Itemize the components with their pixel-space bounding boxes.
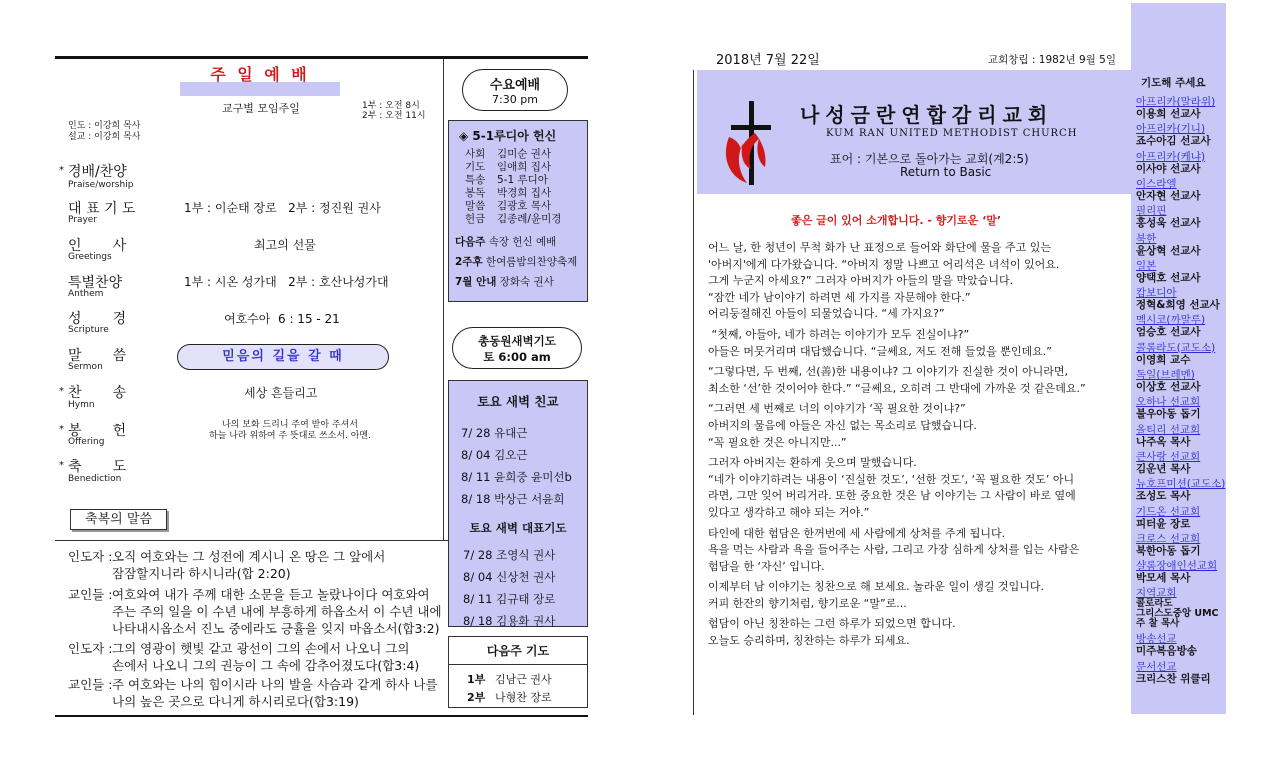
next-week-event: 다음주 속장 헌신 예배	[455, 236, 557, 248]
church-name-en: KUM RAN UNITED METHODIST CHURCH	[826, 128, 1078, 139]
fellowship-row: 8/ 04 김오근	[461, 448, 528, 462]
missionary-name: 김운년 목사	[1136, 462, 1191, 475]
wednesday-title: 수요예배	[489, 78, 541, 93]
blessing-title: 축복의 말씀	[70, 509, 167, 530]
mission-item	[1136, 287, 1220, 311]
order-label: 경배/찬양	[68, 164, 127, 180]
mission-row: 특송 5-1 루디아	[465, 174, 548, 186]
mission-item	[1136, 396, 1201, 420]
mission-region: 크로스 선교회	[1136, 532, 1201, 545]
bullet: *	[59, 424, 64, 435]
church-motto-en: Return to Basic	[900, 165, 992, 179]
order-label: 인 사	[68, 238, 127, 254]
service-title: 주 일 예 배	[210, 65, 310, 84]
mission-region: 멕시코(까말루)	[1136, 314, 1206, 327]
mission-region: 오하나 선교회	[1136, 396, 1201, 409]
order-label: 축 도	[68, 459, 127, 475]
article-line: 험담이 아닌 칭찬하는 그런 하루가 되었으면 합니다.	[708, 617, 956, 631]
mission-item	[1136, 560, 1217, 584]
mission-item	[1136, 205, 1201, 229]
liturgy-text: 오직 여호와는 그 성전에 계시니 온 땅은 그 앞에서 잠잠할지니라 하시니라(합 2:20)	[112, 549, 386, 581]
missionary-name: 피터윤 장로	[1136, 517, 1191, 530]
church-name: 나성금란연합감리교회	[800, 103, 1054, 127]
cross-band-top	[1131, 3, 1226, 69]
leader: 인도 : 이강희 목사	[68, 121, 141, 131]
missionary-name: 양택호 선교사	[1136, 271, 1201, 284]
mission-item	[1136, 506, 1200, 530]
mission-item	[1136, 233, 1201, 257]
order-label: 특별찬양	[68, 275, 123, 291]
article-line: “꼭 필요한 것은 아니지만...”	[708, 435, 847, 449]
liturgy-text: 그의 영광이 햇빛 같고 광선이 그의 손에서 나오니 그의 손에서 나오니 그의 권능이 그 속에 감추어졌도다(합3:4)	[112, 641, 420, 673]
mission-region: 아프리카(기니)	[1136, 123, 1206, 136]
mission-region: 필리핀	[1136, 205, 1167, 218]
saturday-prayer-row: 8/ 04 신상천 권사	[463, 570, 556, 584]
article-line: 라면, 그만 잊어 버리거라. 또한 중요한 것은 남 이야기는 그 사람이 바로 옆에	[708, 489, 1076, 503]
article-line: “그렇다면, 두 번째, 선(善)한 내용이냐? 그 이야기가 진실한 것이 아니라면,	[708, 365, 1068, 379]
next-prayer-row: 1부 김남근 권사	[467, 673, 552, 686]
missionary-name: 북한아동 돕기	[1136, 544, 1201, 557]
service-time-2: 2부 : 오전 11시	[362, 111, 426, 121]
mission-item	[1136, 96, 1215, 120]
mission-region: 큰사랑 선교회	[1136, 450, 1201, 463]
article-line: '아버지'에게 다가왔습니다. “아버지 정말 나쁘고 어리석은 녀석이 있어요.	[708, 257, 1060, 271]
mission-region: 이스라엘	[1136, 177, 1177, 190]
order-content: 여호수아 6 : 15 - 21	[224, 312, 340, 326]
fellowship-title: 토요 새벽 친교	[477, 394, 559, 409]
missionary-name: 죠수아김 선교사	[1136, 135, 1211, 148]
order-label-en: Anthem	[68, 289, 104, 299]
article-line: “네가 이야기하려는 내용이 ‘진실한 것도’, ‘선한 것도’, ‘꼭 필요한 것도’ 아니	[708, 472, 1075, 486]
article-title: 좋은 글이 있어 소개합니다. - 향기로운 ‘말’	[791, 214, 1002, 227]
order-label: 찬 송	[68, 385, 127, 401]
order-label-en: Hymn	[68, 400, 95, 410]
missionary-name: 이상호 선교사	[1136, 381, 1201, 393]
mission-region: 문서선교	[1136, 660, 1177, 673]
saturday-prayer-row: 8/ 11 김규태 장로	[463, 592, 556, 606]
order-content: 1부 : 시온 성가대 2부 : 호산나성가대	[184, 275, 389, 289]
sermon-title: 믿음의 길을 갈 때	[177, 344, 389, 370]
mission-region: 독일(브레멘)	[1136, 369, 1195, 381]
mission-region: 방송선교	[1136, 633, 1177, 646]
mission-region: 콜롬라도(교도소)	[1136, 341, 1216, 354]
mission-region: 캄보디아	[1136, 287, 1177, 300]
dawn-prayer-time: 토 6:00 am	[483, 350, 551, 364]
order-label-en: Praise/worship	[68, 180, 134, 190]
missionary-name: 조성도 목사	[1136, 490, 1191, 503]
article-line: 어리둥절해진 아들이 되물었습니다. “세 가지요?”	[708, 307, 945, 321]
mission-region: 샬롬장애인선교회	[1136, 560, 1218, 573]
article-line: 어느 날, 한 청년이 무척 화가 난 표정으로 들어와 화단에 물을 주고 있는	[708, 241, 1051, 254]
fellowship-row: 7/ 28 유대근	[461, 426, 528, 440]
mission-item	[1136, 587, 1219, 629]
article-line: 타인에 대한 험담은 한꺼번에 세 사람에게 상처를 주게 됩니다.	[708, 526, 1006, 540]
mission-region: 지역교회	[1136, 587, 1177, 600]
missionary-name: 콜로라도 그리스도중앙 UMC 주 찰 목사	[1136, 598, 1219, 630]
article-line: 오늘도 승리하며, 칭찬하는 하루가 되세요.	[708, 634, 910, 648]
saturday-prayer-title: 토요 새벽 대표기도	[469, 521, 567, 535]
mission-item	[1136, 633, 1197, 657]
next-prayer-row: 2부 나형찬 장로	[467, 691, 552, 704]
order-content: 최고의 선물	[254, 238, 316, 252]
missionary-name: 정혁&희영 선교사	[1136, 299, 1220, 312]
july-guide: 7월 안내 장화숙 권사	[455, 276, 554, 288]
order-label: 성 경	[68, 311, 127, 327]
order-label-en: Greetings	[68, 252, 112, 262]
order-label: 말 씀	[68, 348, 127, 364]
mission-region: 아프리카(말라위)	[1136, 96, 1216, 108]
mission-item	[1136, 478, 1225, 502]
missionary-name: 미주복음방송	[1136, 645, 1197, 658]
bottom-rule	[55, 715, 588, 717]
article-body	[708, 240, 1118, 650]
mission-region: 올티리 선교회	[1136, 423, 1201, 436]
missionary-name: 나주옥 목사	[1136, 435, 1191, 448]
mission-row: 말씀 김광호 목사	[465, 200, 552, 212]
article-line: “잠깐 네가 남이야기 하려면 세 가지를 자문해야 한다.”	[708, 290, 971, 304]
bulletin-date: 2018년 7월 22일	[716, 53, 820, 68]
prayer-list-title: 기도해 주세요	[1141, 77, 1206, 89]
church-logo	[719, 97, 777, 189]
order-label-en: Sermon	[68, 362, 103, 372]
order-content: 1부 : 이순태 장로 2부 : 정진원 권사	[184, 201, 381, 215]
missionary-name: 박모세 목사	[1136, 572, 1191, 585]
mission-item	[1136, 123, 1211, 147]
liturgy-role: 인도자 :	[68, 641, 113, 656]
article-line: 험담을 한 ‘자신’ 입니다.	[708, 559, 825, 573]
order-label-en: Prayer	[68, 215, 98, 225]
article-line: “첫째, 아들아, 네가 하려는 이야기가 모두 진실이냐?”	[708, 327, 970, 341]
order-label-en: Scripture	[68, 325, 109, 335]
preacher: 설교 : 이강희 목사	[68, 132, 141, 142]
mission-region: 아프리카(케냐)	[1136, 150, 1206, 163]
mission-region: 북한	[1136, 232, 1157, 245]
mission-item	[1136, 151, 1205, 175]
two-week-event: 2주후 한여름밤의찬양축제	[455, 256, 578, 268]
column-divider	[443, 59, 444, 540]
saturday-prayer-row: 7/ 28 조영식 권사	[463, 548, 556, 562]
top-rule	[55, 56, 588, 59]
right-page-border	[693, 70, 694, 715]
mission-region: 일본	[1136, 259, 1157, 272]
article-line: 있다고 생각하고 해야 되는 거야.”	[708, 505, 870, 519]
missionary-name: 홍성욱 선교사	[1136, 217, 1201, 230]
mission-row: 봉독 박경희 집사	[465, 187, 552, 199]
mission-item	[1136, 424, 1200, 448]
mission-item	[1136, 260, 1201, 284]
saturday-box	[448, 380, 588, 627]
mission-item	[1136, 369, 1201, 393]
dawn-prayer-title: 총동원새벽기도	[478, 334, 556, 348]
mission-item	[1136, 451, 1200, 475]
article-line: “그러면 세 번째로 너의 이야기가 ‘꼭 필요한 것이냐?”	[708, 402, 966, 416]
dawn-prayer	[452, 327, 582, 369]
wednesday-service	[462, 69, 568, 111]
article-line: 그게 누군지 아세요?” 그러자 아버지가 아들의 말을 막았습니다.	[708, 274, 1014, 288]
article-line: 아들은 머뭇거리며 대답했습니다. “글쎄요, 저도 전해 들었을 뿐인데요.”	[708, 344, 1052, 358]
liturgy-role: 교인들 :	[68, 677, 113, 692]
article-line: 이제부터 남 이야기는 칭찬으로 해 보세요. 놀라운 일이 생길 것입니다.	[708, 580, 1044, 594]
liturgy-role: 교인들 :	[68, 587, 113, 602]
district-day: 교구별 모임주일	[222, 102, 300, 115]
missionary-name: 이용희 선교사	[1136, 108, 1201, 120]
mission-item	[1136, 533, 1201, 557]
service-time-1: 1부 : 오전 8시	[362, 101, 420, 111]
liturgy-text: 주 여호와는 나의 힘이시라 나의 발을 사슴과 같게 하사 나를 나의 높은 곳으로 다니게 하시리로다(합3:19)	[112, 677, 438, 709]
wednesday-time: 7:30 pm	[492, 93, 538, 106]
next-prayer-box	[448, 636, 588, 708]
mission-region: 뉴호프미션(교도소)	[1136, 478, 1226, 491]
article-line: 아버지의 물음에 아들은 자신 없는 목소리로 답했습니다.	[708, 418, 977, 432]
order-content: 나의 보화 드리니 주여 받아 주셔서 하늘 나라 위하여 주 뜻대로 쓰소서. 아멘.	[209, 420, 371, 441]
mission-row: 기도 임애희 집사	[465, 161, 552, 173]
order-label-en: Benediction	[68, 474, 122, 484]
order-label: 대 표 기 도	[68, 201, 136, 217]
saturday-prayer-row: 8/ 18 김용화 권사	[463, 614, 556, 628]
mission-day-box	[448, 120, 588, 302]
bullet: *	[59, 460, 64, 471]
next-prayer-title: 다음주 기도	[486, 644, 550, 658]
order-label: 봉 헌	[68, 423, 127, 439]
missionary-name: 이영희 교수	[1136, 353, 1191, 366]
order-content: 세상 흔들리고	[244, 386, 318, 400]
fellowship-row: 8/ 11 윤희중 윤미선b	[461, 470, 572, 484]
article-line: 커피 한잔의 향기처럼, 향기로운 “말”로...	[708, 596, 907, 610]
mission-item	[1136, 178, 1201, 202]
mission-item	[1136, 661, 1211, 685]
missionary-name: 이사야 선교사	[1136, 162, 1201, 175]
mission-row: 사회 김미순 권사	[465, 148, 552, 160]
fellowship-row: 8/ 18 박상근 서윤희	[461, 492, 565, 506]
article-line: 최소한 ‘선’한 것이어야 한다.” “글쎄요, 오히려 그 반대에 가까운 것 같은데요.”	[708, 381, 1086, 395]
missionary-name: 엄승호 선교사	[1136, 326, 1201, 339]
missionary-name: 윤상혁 선교사	[1136, 244, 1201, 257]
mission-row: 헌금 김종례/윤미경	[465, 213, 562, 225]
article-line: 그러자 아버지는 환하게 웃으며 말했습니다.	[708, 456, 917, 470]
church-motto: 표어 : 기본으로 돌아가는 교회(계2:5)	[830, 152, 1029, 166]
missionary-name: 불우아동 돕기	[1136, 408, 1201, 421]
liturgy-role: 인도자 :	[68, 549, 113, 564]
bullet: *	[59, 165, 64, 176]
mission-region: 기드온 선교회	[1136, 505, 1201, 518]
bullet: *	[59, 386, 64, 397]
liturgy-text: 여호와여 내가 주께 대한 소문을 듣고 놀랐나이다 여호와여 주는 주의 일을 이 수년 내에 부흥하게 하옵소서 이 수년 내에 나타내시옵소서 진노 중에라도 긍휼을 잊지 마옵소서(합3:2)	[112, 587, 442, 636]
mission-day-title: ◈ 5-1루디아 헌신	[459, 129, 557, 143]
mission-item	[1136, 342, 1215, 366]
article-line: 욕을 먹는 사람과 욕을 들어주는 사람, 그리고 가장 심하게 상처를 입는 사람은	[708, 543, 1080, 557]
mission-item	[1136, 314, 1205, 338]
founding-date: 교회창립 : 1982년 9월 5일	[988, 54, 1116, 66]
order-label-en: Offering	[68, 437, 105, 447]
missionary-name: 안자현 선교사	[1136, 189, 1201, 202]
missionary-name: 크리스찬 위클리	[1136, 672, 1211, 685]
